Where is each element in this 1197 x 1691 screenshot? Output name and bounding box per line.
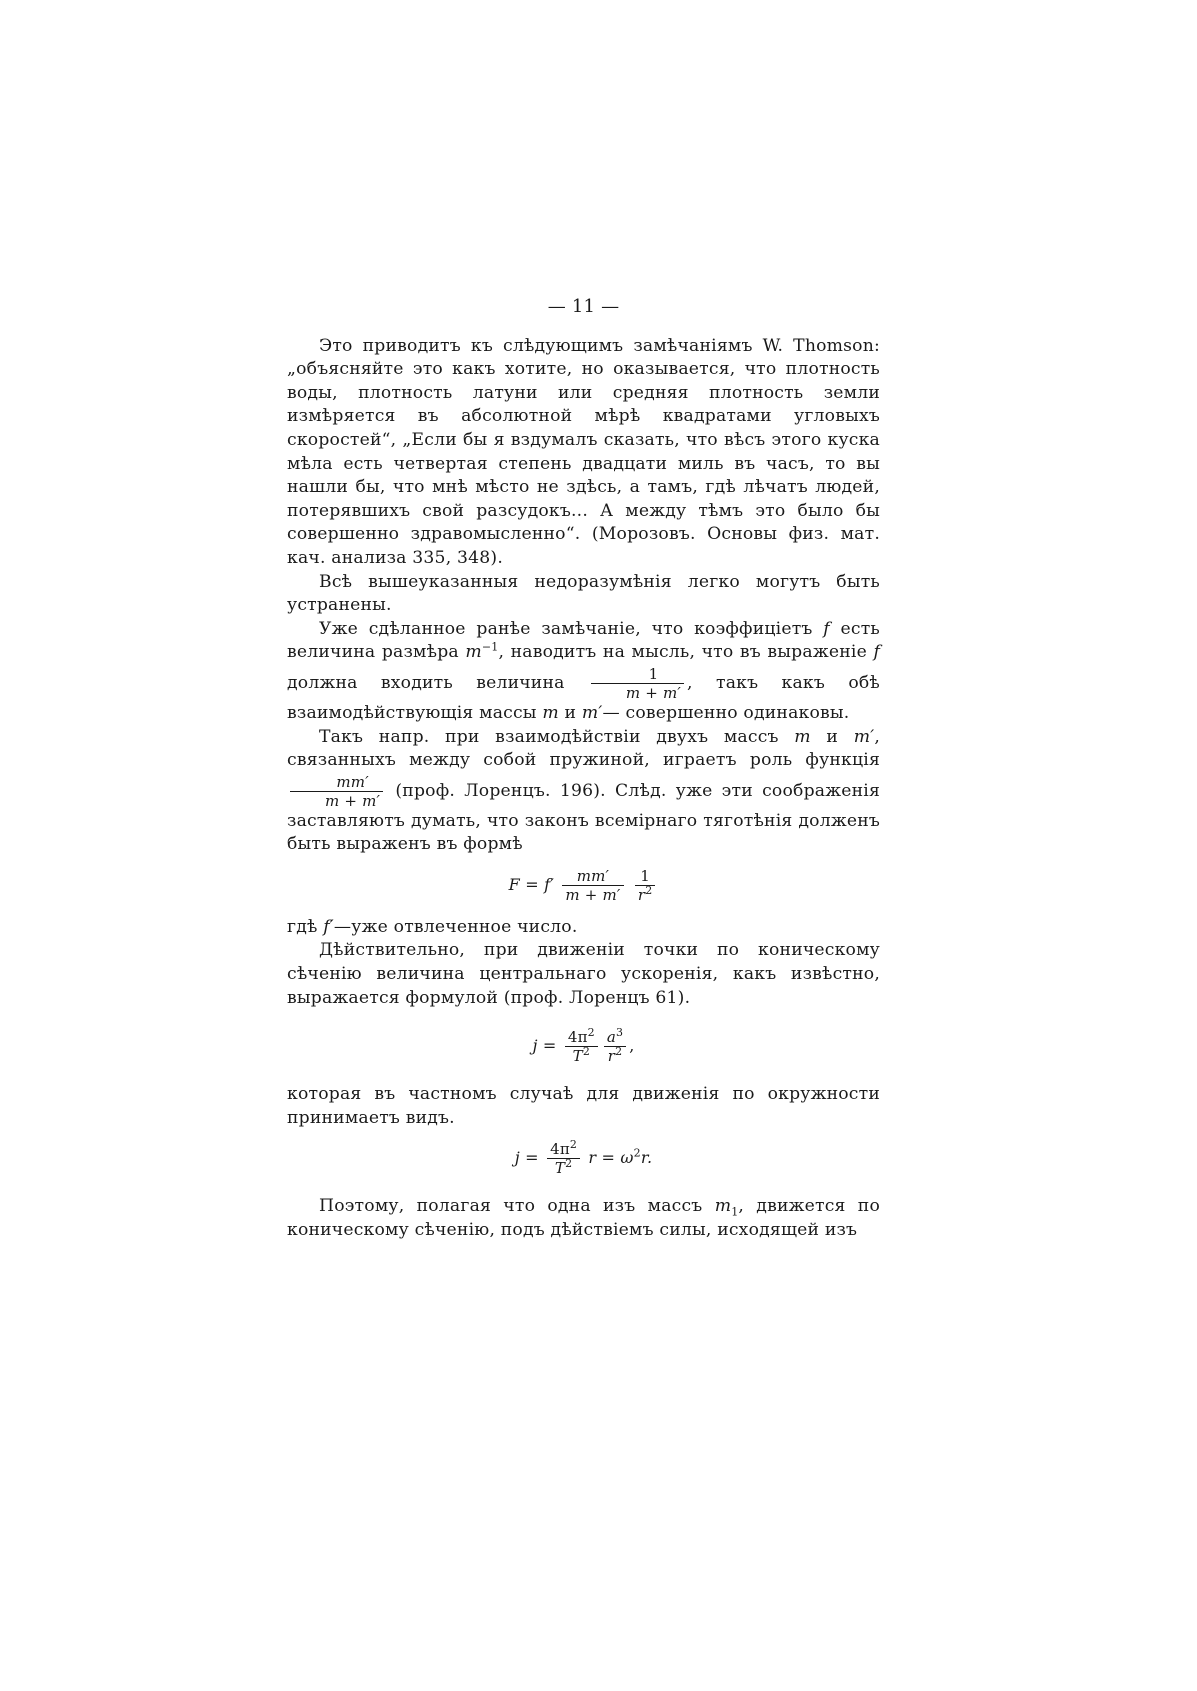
paragraph-coefficient: Уже сдѣланное ранѣе замѣчаніе, что коэффиціетъ f есть величина размѣра $m^{-1}$, наводитъ на мысль, что въ выраженіе f должна входить величина $\frac{1}{m + m'}$ , такъ какъ обѣ взаимодѣйствующія массы m и m′— совершенно одинаковы. [287,618,881,723]
formula-circular-motion: j = $\frac{4\pi^2}{T^2}$ $r = \omega^2r$. [514,1138,653,1178]
paragraph-circle-case: которая въ частномъ случаѣ для движенія по окружности принимаетъ видъ. [287,1084,880,1128]
paragraph-therefore: Поэтому, полагая что одна изъ массъ $m_1$, движется по коническому сѣченію, подъ дѣйствіемъ силы, исходящей изъ [287,1196,881,1241]
paragraph-conic-section: Дѣйствительно, при движеніи точки по коническому сѣченію величина центральнаго ускоренія, какъ извѣстно, выражается формулой (проф. Лоренцъ 61). [287,940,880,1008]
page-body [287,295,880,1243]
fraction-reduced-mass: $\frac{mm'}{m + m'}$ [290,773,383,810]
paragraph-misunderstandings: Всѣ вышеуказанныя недоразумѣнія легко могутъ быть устранены. [287,571,880,616]
paragraph-thomson-quote: Это приводитъ къ слѣдующимъ замѣчаніямъ W. Thomson: „объясняйте это какъ хотите, но оказывается, что плотность воды, плотность латуни или средняя плотность земли измѣряется въ абсолютной мѣрѣ квадратами угловыхъ скоростей“, „Если бы я вздумалъ сказать, что вѣсъ этого куска мѣла есть четвертая степень двадцати миль въ часъ, то вы нашли бы, что мнѣ мѣсто не здѣсь, а тамъ, гдѣ лѣчатъ людей, потерявшихъ свой разсудокъ... А между тѣмъ это было бы совершенно здравомысленно“. (Морозовъ. Основы физ. мат. кач. анализа 335, 348). [287,335,880,568]
paragraph-spring: Такъ напр. при взаимодѣйствіи двухъ массъ m и m′, связанныхъ между собой пружиной, играетъ роль функція $\frac{mm'}{m + m'}$ (проф. Лоренцъ. 196). Слѣд. уже эти соображенія заставляютъ думать, что законъ всемірнаго тяготѣнія долженъ быть выраженъ въ формѣ [287,726,880,855]
formula-central-acceleration: j = $\frac{4\pi^2}{T^2}$ $\frac{a^3}{r^2}$ , [532,1026,635,1066]
page-number: — 11 — [547,296,620,317]
formula-gravitation: F = f′ $\frac{mm'}{m + m'}$ $\frac{1}{r^2}$ [287,867,880,904]
paragraph-dimensionless: гдѣ f′—уже отвлеченное число. [287,916,578,937]
fraction-one-over-sum: $\frac{1}{m + m'}$ [591,665,684,702]
